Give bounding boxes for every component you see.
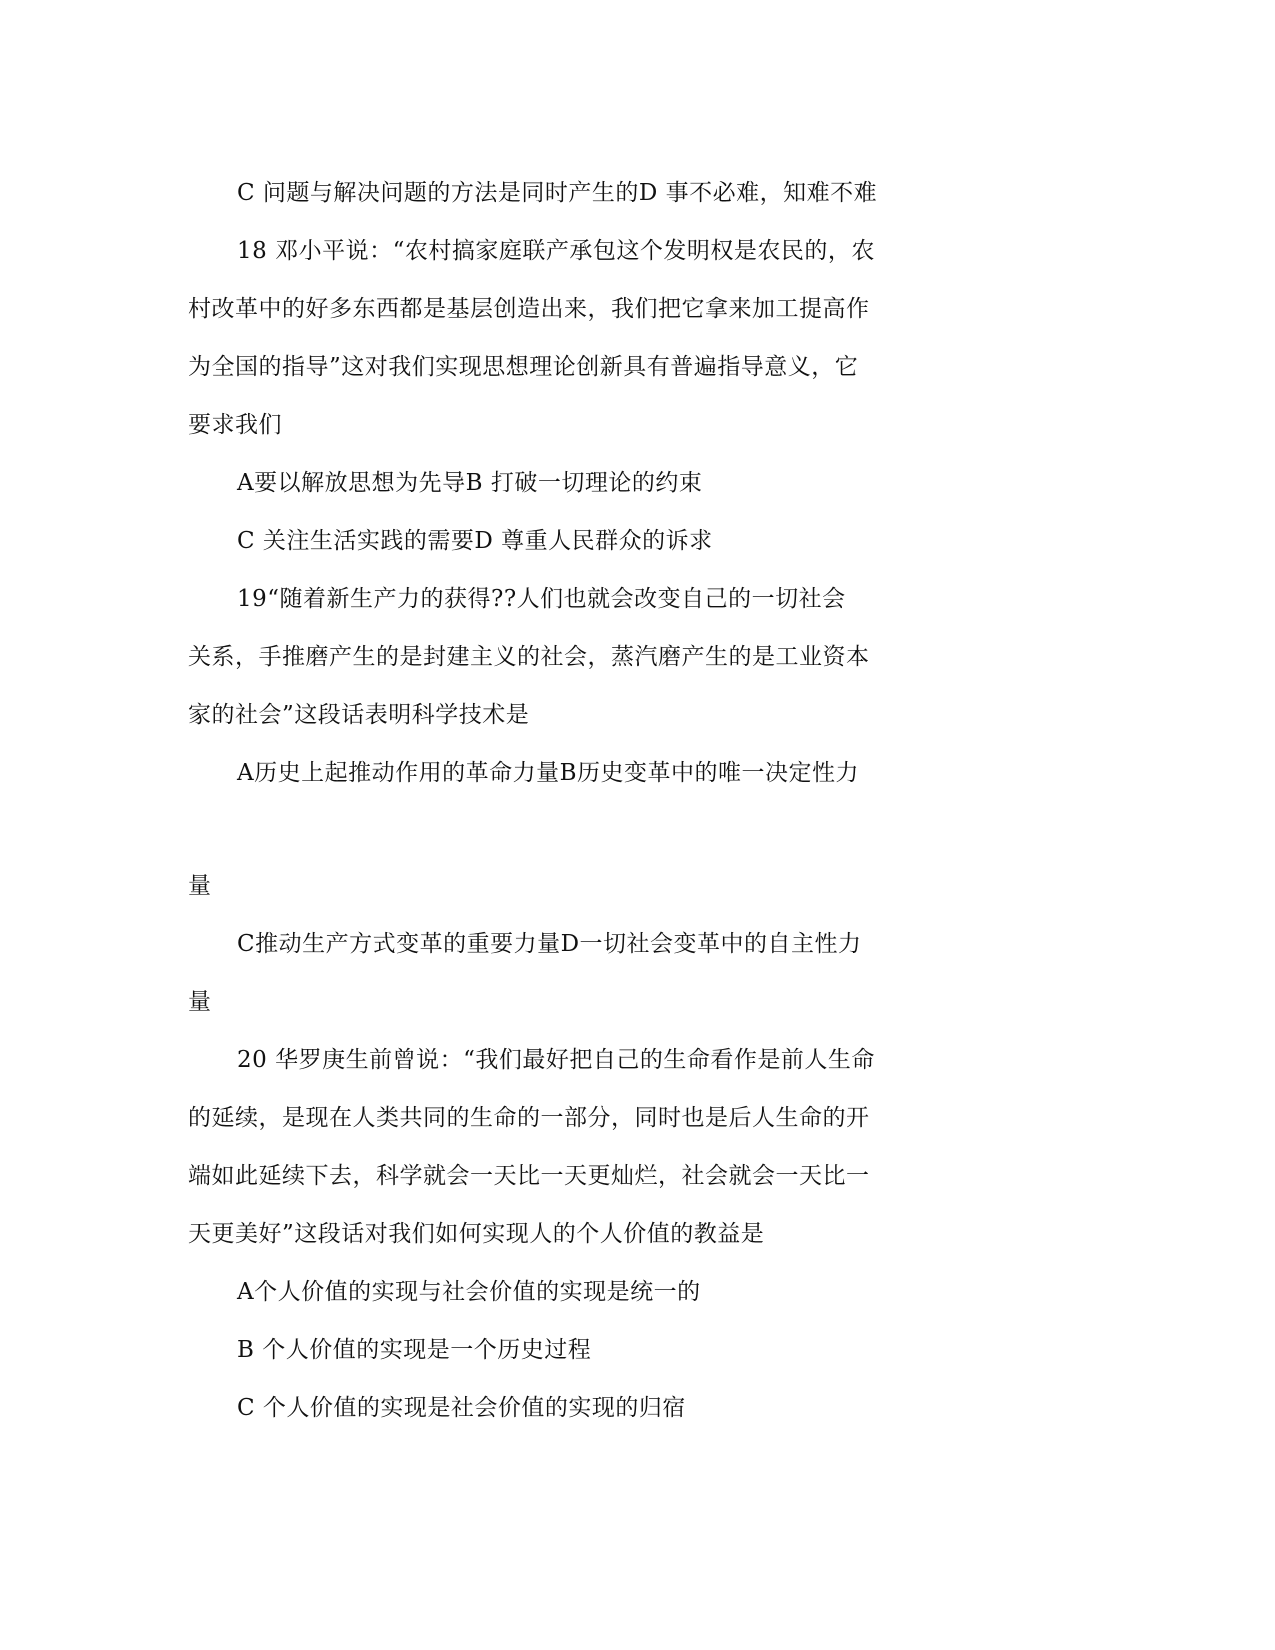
q19-text-line-3: 家的社会”这段话表明科学技术是 bbox=[188, 702, 530, 728]
q20-text-line-3: 端如此延续下去，科学就会一天比一天更灿烂，社会就会一天比一 bbox=[188, 1163, 870, 1189]
q20-option-b: B 个人价值的实现是一个历史过程 bbox=[237, 1337, 592, 1363]
q19-text-line-1: 19“随着新生产力的获得??人们也就会改变自己的一切社会 bbox=[237, 586, 846, 612]
q19-options-ab-continuation: 量 bbox=[188, 873, 212, 899]
q18-options-ab: A要以解放思想为先导B 打破一切理论的约束 bbox=[237, 470, 703, 496]
q19-options-ab: A历史上起推动作用的革命力量B历史变革中的唯一决定性力 bbox=[237, 760, 860, 786]
q20-option-a: A个人价值的实现与社会价值的实现是统一的 bbox=[237, 1279, 701, 1305]
q18-options-cd: C 关注生活实践的需要D 尊重人民群众的诉求 bbox=[237, 528, 713, 554]
q20-text-line-1: 20 华罗庚生前曾说：“我们最好把自己的生命看作是前人生命 bbox=[237, 1047, 875, 1073]
q19-text-line-2: 关系，手推磨产生的是封建主义的社会，蒸汽磨产生的是工业资本 bbox=[188, 644, 870, 670]
q20-option-c: C 个人价值的实现是社会价值的实现的归宿 bbox=[237, 1395, 686, 1421]
q18-text-line-3: 为全国的指导”这对我们实现思想理论创新具有普遍指导意义，它 bbox=[188, 354, 859, 380]
q20-text-line-4: 天更美好”这段话对我们如何实现人的个人价值的教益是 bbox=[188, 1221, 765, 1247]
q17-options-cd: C 问题与解决问题的方法是同时产生的D 事不必难，知难不难 bbox=[237, 180, 878, 206]
q18-text-line-2: 村改革中的好多东西都是基层创造出来，我们把它拿来加工提高作 bbox=[188, 296, 870, 322]
q19-options-cd: C推动生产方式变革的重要力量D一切社会变革中的自主性力 bbox=[237, 931, 862, 957]
q18-text-line-1: 18 邓小平说：“农村搞家庭联产承包这个发明权是农民的，农 bbox=[237, 238, 875, 264]
q19-options-cd-continuation: 量 bbox=[188, 989, 212, 1015]
q18-text-line-4: 要求我们 bbox=[188, 412, 282, 438]
q20-text-line-2: 的延续，是现在人类共同的生命的一部分，同时也是后人生命的开 bbox=[188, 1105, 870, 1131]
